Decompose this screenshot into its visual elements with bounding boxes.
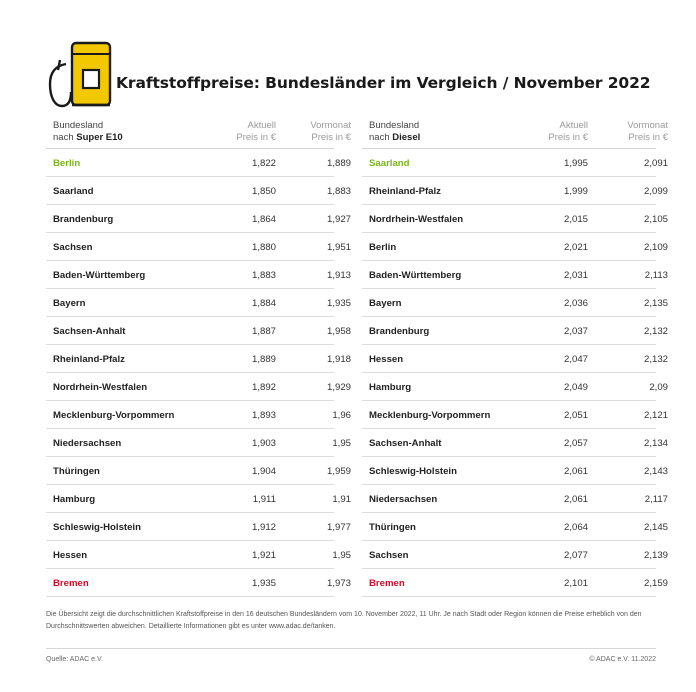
state-cell: Hessen xyxy=(369,354,404,365)
state-cell: Rheinland-Pfalz xyxy=(369,186,441,197)
table-row xyxy=(362,317,668,345)
state-cell: Hessen xyxy=(53,550,88,561)
current-price-cell: 2,021 xyxy=(563,242,588,253)
state-cell: Nordrhein-Westfalen xyxy=(53,382,148,393)
current-price-cell: 2,031 xyxy=(563,270,588,281)
table-row xyxy=(46,569,351,597)
diesel-table xyxy=(362,118,668,597)
header-state-line1: Bundesland xyxy=(369,120,420,131)
table-row xyxy=(46,429,351,457)
state-cell: Baden-Württemberg xyxy=(53,270,146,281)
current-price-cell: 2,036 xyxy=(563,298,588,309)
table-row xyxy=(46,149,351,177)
state-cell: Brandenburg xyxy=(369,326,430,337)
state-cell: Nordrhein-Westfalen xyxy=(369,214,464,225)
table-header xyxy=(46,118,351,149)
previous-price-cell: 1,958 xyxy=(326,326,351,337)
table-row xyxy=(46,177,351,205)
current-price-cell: 1,883 xyxy=(251,270,276,281)
previous-price-cell: 1,951 xyxy=(326,242,351,253)
state-cell: Bremen xyxy=(369,578,405,589)
previous-price-cell: 2,159 xyxy=(643,578,668,589)
current-price-cell: 2,101 xyxy=(563,578,588,589)
previous-price-cell: 2,09 xyxy=(649,382,668,393)
source-note: Quelle: ADAC e.V. xyxy=(46,656,103,663)
previous-price-cell: 1,959 xyxy=(326,466,351,477)
previous-price-cell: 2,121 xyxy=(643,410,668,421)
current-price-cell: 1,892 xyxy=(251,382,276,393)
previous-price-cell: 1,95 xyxy=(332,438,351,449)
previous-price-cell: 1,889 xyxy=(326,158,351,169)
state-cell: Baden-Württemberg xyxy=(369,270,462,281)
state-cell: Thüringen xyxy=(369,522,416,533)
table-body xyxy=(46,149,351,597)
state-cell: Mecklenburg-Vorpommern xyxy=(369,410,491,421)
current-price-cell: 2,051 xyxy=(563,410,588,421)
previous-price-cell: 2,113 xyxy=(644,270,668,281)
state-cell: Sachsen xyxy=(53,242,93,253)
state-cell: Berlin xyxy=(53,158,81,169)
previous-price-cell: 1,977 xyxy=(326,522,351,533)
table-row xyxy=(362,513,668,541)
copyright-note: © ADAC e.V. 11.2022 xyxy=(589,656,656,663)
current-price-cell: 1,887 xyxy=(251,326,276,337)
state-cell: Hamburg xyxy=(53,494,96,505)
state-cell: Bayern xyxy=(53,298,86,309)
current-price-cell: 1,935 xyxy=(251,578,276,589)
header-fuel-name: Diesel xyxy=(392,132,421,143)
header-previous-line2: Preis in € xyxy=(628,132,668,143)
header-current-line1: Aktuell xyxy=(247,120,276,131)
current-price-cell: 1,850 xyxy=(251,186,276,197)
previous-price-cell: 1,973 xyxy=(326,578,351,589)
state-cell: Rheinland-Pfalz xyxy=(53,354,125,365)
current-price-cell: 1,999 xyxy=(563,186,588,197)
header-previous-line2: Preis in € xyxy=(311,132,351,143)
table-row xyxy=(46,513,351,541)
table-row xyxy=(362,485,668,513)
footnote: Die Übersicht zeigt die durchschnittlichen Kraftstoffpreise in den 16 deutschen Bundesländern vom 10. November 2022, 11 Uhr. Je nach Stadt oder Region können die Preise erheblich von den Durchschnittswerten abweichen. Detaillierte Informationen gibt es unter www.adac.de/tanken. xyxy=(46,611,642,630)
current-price-cell: 2,057 xyxy=(563,438,588,449)
previous-price-cell: 2,109 xyxy=(643,242,668,253)
header-previous-line1: Vormonat xyxy=(627,120,668,131)
current-price-cell: 1,911 xyxy=(252,494,276,505)
table-row xyxy=(46,317,351,345)
state-cell: Saarland xyxy=(369,158,410,169)
previous-price-cell: 1,929 xyxy=(326,382,351,393)
current-price-cell: 1,880 xyxy=(251,242,276,253)
current-price-cell: 2,047 xyxy=(563,354,588,365)
previous-price-cell: 1,96 xyxy=(332,410,351,421)
header-previous-price xyxy=(256,120,351,144)
current-price-cell: 1,822 xyxy=(251,158,276,169)
header-state xyxy=(369,120,420,144)
previous-price-cell: 2,117 xyxy=(644,494,668,505)
previous-price-cell: 1,913 xyxy=(326,270,351,281)
previous-price-cell: 2,134 xyxy=(643,438,668,449)
previous-price-cell: 2,132 xyxy=(643,326,668,337)
page-title: Kraftstoffpreise: Bundesländer im Vergleich / November 2022 xyxy=(116,74,651,92)
table-row xyxy=(362,429,668,457)
previous-price-cell: 1,91 xyxy=(332,494,351,505)
table-row xyxy=(362,457,668,485)
current-price-cell: 2,064 xyxy=(563,522,588,533)
current-price-cell: 1,893 xyxy=(251,410,276,421)
table-row xyxy=(362,373,668,401)
current-price-cell: 1,921 xyxy=(251,550,276,561)
previous-price-cell: 2,145 xyxy=(643,522,668,533)
table-row xyxy=(46,289,351,317)
table-row xyxy=(362,233,668,261)
table-row xyxy=(362,569,668,597)
header-fuel-name: Super E10 xyxy=(76,132,123,143)
state-cell: Bremen xyxy=(53,578,89,589)
current-price-cell: 2,077 xyxy=(563,550,588,561)
state-cell: Saarland xyxy=(53,186,94,197)
current-price-cell: 1,904 xyxy=(251,466,276,477)
current-price-cell: 1,912 xyxy=(251,522,276,533)
table-row xyxy=(362,401,668,429)
fuel-pump-icon xyxy=(44,40,116,110)
current-price-cell: 1,889 xyxy=(251,354,276,365)
previous-price-cell: 1,883 xyxy=(326,186,351,197)
previous-price-cell: 2,099 xyxy=(643,186,668,197)
state-cell: Niedersachsen xyxy=(369,494,438,505)
previous-price-cell: 1,95 xyxy=(332,550,351,561)
table-row xyxy=(362,261,668,289)
table-row xyxy=(46,345,351,373)
current-price-cell: 2,015 xyxy=(563,214,588,225)
state-cell: Sachsen-Anhalt xyxy=(53,326,126,337)
current-price-cell: 1,995 xyxy=(563,158,588,169)
state-cell: Schleswig-Holstein xyxy=(53,522,141,533)
header-current-line2: Preis in € xyxy=(548,132,588,143)
table-row xyxy=(362,345,668,373)
header-state-prefix: nach xyxy=(369,132,390,143)
table-row xyxy=(46,485,351,513)
table-body xyxy=(362,149,668,597)
previous-price-cell: 1,918 xyxy=(326,354,351,365)
state-cell: Thüringen xyxy=(53,466,100,477)
current-price-cell: 1,864 xyxy=(251,214,276,225)
header-previous-line1: Vormonat xyxy=(310,120,351,131)
state-cell: Berlin xyxy=(369,242,397,253)
table-row xyxy=(46,401,351,429)
header-state-line1: Bundesland xyxy=(53,120,104,131)
previous-price-cell: 1,927 xyxy=(326,214,351,225)
state-cell: Hamburg xyxy=(369,382,412,393)
table-row xyxy=(362,205,668,233)
table-row xyxy=(46,457,351,485)
previous-price-cell: 2,132 xyxy=(643,354,668,365)
header xyxy=(40,40,660,110)
table-header xyxy=(362,118,668,149)
header-state-prefix: nach xyxy=(53,132,74,143)
state-cell: Sachsen xyxy=(369,550,409,561)
state-cell: Brandenburg xyxy=(53,214,114,225)
previous-price-cell: 2,139 xyxy=(643,550,668,561)
header-state xyxy=(53,120,123,144)
table-row xyxy=(46,541,351,569)
table-row xyxy=(362,149,668,177)
table-row xyxy=(362,177,668,205)
state-cell: Mecklenburg-Vorpommern xyxy=(53,410,175,421)
current-price-cell: 1,884 xyxy=(251,298,276,309)
table-row xyxy=(46,261,351,289)
previous-price-cell: 2,135 xyxy=(643,298,668,309)
current-price-cell: 1,903 xyxy=(251,438,276,449)
table-row xyxy=(46,233,351,261)
current-price-cell: 2,037 xyxy=(563,326,588,337)
header-previous-price xyxy=(572,120,668,144)
state-cell: Sachsen-Anhalt xyxy=(369,438,442,449)
state-cell: Niedersachsen xyxy=(53,438,122,449)
table-row xyxy=(46,205,351,233)
table-row xyxy=(362,289,668,317)
header-current-line2: Preis in € xyxy=(236,132,276,143)
current-price-cell: 2,049 xyxy=(563,382,588,393)
current-price-cell: 2,061 xyxy=(563,466,588,477)
table-row xyxy=(46,373,351,401)
state-cell: Bayern xyxy=(369,298,402,309)
header-current-line1: Aktuell xyxy=(559,120,588,131)
previous-price-cell: 2,143 xyxy=(643,466,668,477)
previous-price-cell: 1,935 xyxy=(326,298,351,309)
footer-divider xyxy=(46,648,656,649)
previous-price-cell: 2,105 xyxy=(643,214,668,225)
table-row xyxy=(362,541,668,569)
super-e10-table xyxy=(46,118,351,597)
state-cell: Schleswig-Holstein xyxy=(369,466,457,477)
current-price-cell: 2,061 xyxy=(563,494,588,505)
previous-price-cell: 2,091 xyxy=(643,158,668,169)
